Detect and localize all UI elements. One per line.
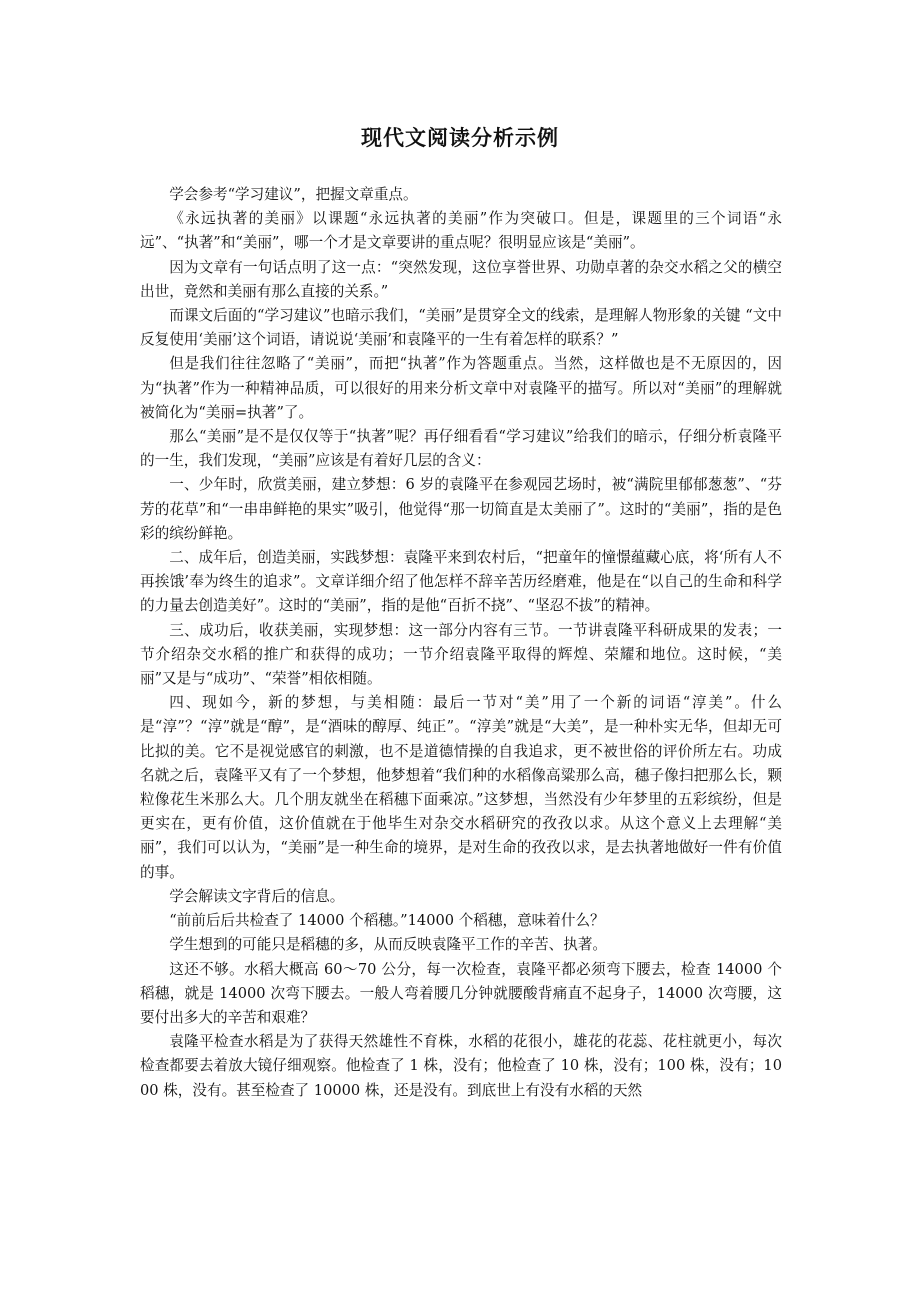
paragraph: 学生想到的可能只是稻穗的多，从而反映袁隆平工作的辛苦、执著。 <box>169 936 608 954</box>
paragraph: “前前后后共检查了 14000 个稻穗。”14000 个稻穗，意味着什么？ <box>169 912 605 930</box>
paragraph: 但是我们往往忽略了“美丽”，而把“执著”作为答题重点。当然，这样做也是不无原因的，因为“执著”作为一种精神品质，可以很好的用来分析文章中对袁隆平的描写。所以对“美丽”的理解就被简化为“美丽=执著”了。 <box>140 355 782 421</box>
paragraph: 因为文章有一句话点明了这一点：“突然发现，这位享誉世界、功勋卓著的杂交水稻之父的横空出世，竟然和美丽有那么直接的关系。” <box>140 258 782 300</box>
paragraph: 三、成功后，收获美丽，实现梦想：这一部分内容有三节。一节讲袁隆平科研成果的发表；一节介绍杂交水稻的推广和获得的成功；一节介绍袁隆平取得的辉煌、荣耀和地位。这时候，“美丽”又是与“成功”、“荣誉”相依相随。 <box>140 621 782 688</box>
paragraph: 袁隆平检查水稻是为了获得天然雄性不育株，水稻的花很小，雄花的花蕊、花柱就更小，每次检查都要去着放大镜仔细观察。他检查了 1 株，没有；他检查了 10 株，没有；100 株，没有；1000 株，没有。甚至检查了 10000 株，还是没有。到底世上有没有水稻的天然 <box>140 1033 782 1099</box>
document-body <box>140 183 782 1103</box>
paragraph: 一、少年时，欣赏美丽，建立梦想：6 岁的袁隆平在参观园艺场时，被“满院里郁郁葱葱”、“芬芳的花草”和“一串串鲜艳的果实”吸引，他觉得“那一切简直是太美丽了”。这时的“美丽”，指的是色彩的缤纷鲜艳。 <box>140 476 782 542</box>
paragraph: 而课文后面的“学习建议”也暗示我们，“美丽”是贯穿全文的线索，是理解人物形象的关键 “文中反复使用‘美丽’这个词语，请说说‘美丽’和袁隆平的一生有着怎样的联系？” <box>140 307 782 349</box>
paragraph: 学会参考“学习建议”，把握文章重点。 <box>169 186 418 203</box>
paragraph: 《永远执著的美丽》以课题“永远执著的美丽”作为突破口。但是，课题里的三个词语“永远”、“执著”和“美丽”，哪一个才是文章要讲的重点呢？很明显应该是“美丽”。 <box>140 210 782 252</box>
paragraph: 那么“美丽”是不是仅仅等于“执著”呢？再仔细看看“学习建议”给我们的暗示，仔细分析袁隆平的一生，我们发现，“美丽”应该是有着好几层的含义： <box>140 428 782 470</box>
paragraph: 四、现如今，新的梦想，与美相随：最后一节对“美”用了一个新的词语“淳美”。什么是“淳”？“淳”就是“醇”，是“酒味的醇厚、纯正”。“淳美”就是“大美”，是一种朴实无华，但却无可比拟的美。它不是视觉感官的刺激，也不是道德情操的自我追求，更不被世俗的评价所左右。功成名就之后，袁隆平又有了一个梦想，他梦想着“我们种的水稻像高粱那么高，穗子像扫把那么长，颗粒像花生米那么大。几个朋友就坐在稻穗下面乘凉。”这梦想，当然没有少年梦里的五彩缤纷，但是更实在，更有价值，这价值就在于他毕生对杂交水稻研究的孜孜以求。从这个意义上去理解“美丽”，我们可以认为，“美丽”是一种生命的境界，是对生命的孜孜以求，是去执著地做好一件有价值的事。 <box>140 694 782 881</box>
paragraph: 学会解读文字背后的信息。 <box>169 887 345 905</box>
paragraph: 这还不够。水稻大概高 60～70 公分，每一次检查，袁隆平都必须弯下腰去，检查 14000 个稻穗，就是 14000 次弯下腰去。一般人弯着腰几分钟就腰酸背痛直不起身子，14000 次弯腰，这要付出多大的辛苦和艰难？ <box>140 960 782 1026</box>
paragraph: 二、成年后，创造美丽，实践梦想：袁隆平来到农村后，“把童年的憧憬蕴藏心底，将‘所有人不再挨饿’奉为终生的追求”。文章详细介绍了他怎样不辞辛苦历经磨难，他是在“以自己的生命和科学的力量去创造美好”。这时的“美丽”，指的是他“百折不挠”、“坚忍不拔”的精神。 <box>140 549 782 615</box>
document-title: 现代文阅读分析示例 <box>361 125 559 150</box>
